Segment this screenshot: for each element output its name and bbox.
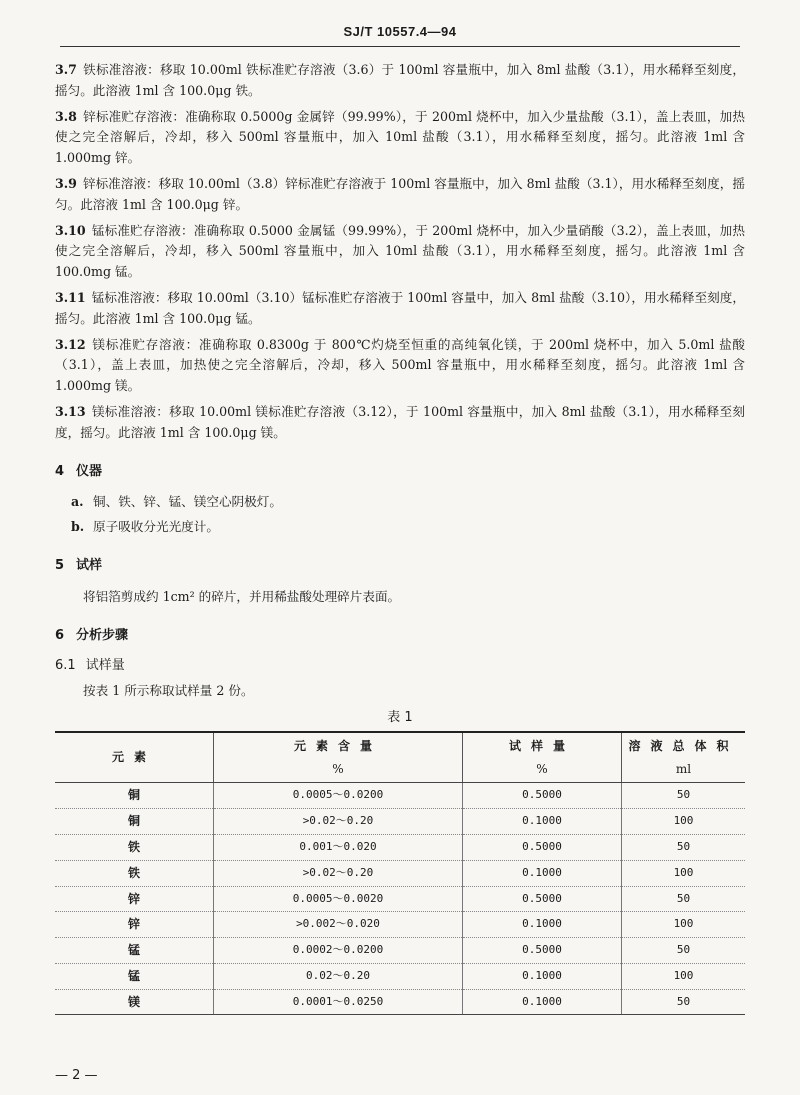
paragraph-number: 3.12 bbox=[55, 336, 86, 352]
element-cell: 锌 bbox=[55, 886, 214, 912]
paragraph-text: 铁标准溶液：移取 10.00ml 铁标准贮存溶液（3.6）于 100ml 容量瓶中，加入 8ml 盐酸（3.1），用水稀释至刻度，摇匀。此溶液 1ml 含 100.0μg 铁。 bbox=[55, 62, 745, 98]
section-title-text: 仪器 bbox=[76, 463, 103, 479]
reagent-paragraph bbox=[55, 60, 745, 102]
element-cell: 镁 bbox=[55, 989, 214, 1015]
standard-number-header: SJ/T 10557.4—94 bbox=[343, 24, 457, 39]
sample-amount-cell: 0.1000 bbox=[463, 989, 622, 1015]
subsection-number: 6.1 bbox=[55, 658, 76, 674]
content-range-cell: 0.0005～0.0200 bbox=[214, 783, 463, 809]
section-title-text: 试样 bbox=[76, 557, 103, 573]
table-row bbox=[55, 886, 745, 912]
section-4-title bbox=[55, 462, 745, 483]
item-letter: b. bbox=[71, 519, 85, 535]
reagent-paragraph bbox=[55, 335, 745, 397]
section-5-title bbox=[55, 556, 745, 577]
header-element: 元素 bbox=[55, 732, 214, 783]
paragraph-number: 3.10 bbox=[55, 222, 86, 238]
subsection-title-text: 试样量 bbox=[85, 658, 125, 674]
sample-amount-cell: 0.1000 bbox=[463, 860, 622, 886]
element-cell: 铁 bbox=[55, 834, 214, 860]
paragraph-text: 锌标准溶液：移取 10.00ml（3.8）锌标准贮存溶液于 100ml 容量瓶中，加入 8ml 盐酸（3.1），用水稀释至刻度，摇匀。此溶液 1ml 含 100.0μg 锌。 bbox=[55, 175, 745, 212]
content-range-cell: >0.002～0.020 bbox=[214, 912, 463, 938]
table-row bbox=[55, 834, 745, 860]
volume-cell: 100 bbox=[622, 963, 746, 989]
content-range-cell: 0.0005～0.0020 bbox=[214, 886, 463, 912]
paragraph-number: 3.9 bbox=[55, 175, 77, 191]
sample-amount-text: 按表 1 所示称取试样量 2 份。 bbox=[83, 683, 254, 699]
table-row bbox=[55, 989, 745, 1015]
volume-cell: 100 bbox=[622, 860, 746, 886]
header-content: 元素含量 % bbox=[214, 732, 463, 783]
element-cell: 铁 bbox=[55, 860, 214, 886]
sample-amount-table bbox=[55, 731, 745, 1016]
sample-amount-cell: 0.1000 bbox=[463, 963, 622, 989]
sample-amount-cell: 0.1000 bbox=[463, 809, 622, 835]
content-range-cell: >0.02～0.20 bbox=[214, 809, 463, 835]
table-row bbox=[55, 783, 745, 809]
sample-preparation-text: 将铝箔剪成约 1cm² 的碎片，并用稀盐酸处理碎片表面。 bbox=[83, 588, 401, 604]
volume-cell: 50 bbox=[622, 989, 746, 1015]
paragraph-text: 锰标准溶液：移取 10.00ml（3.10）锰标准贮存溶液于 100ml 容量中，加入 8ml 盐酸（3.10），用水稀释至刻度，摇匀。此溶液 1ml 含 100.0μg 锰。 bbox=[55, 289, 745, 326]
table-row bbox=[55, 963, 745, 989]
table-row bbox=[55, 912, 745, 938]
table-row bbox=[55, 938, 745, 964]
reagent-paragraphs bbox=[55, 60, 745, 444]
table-header-row bbox=[55, 732, 745, 783]
instrument-item-a bbox=[71, 492, 745, 513]
paragraph-text: 锌标准贮存溶液：准确称取 0.5000g 金属锌（99.99%），于 200ml 烧杯中，加入少量盐酸（3.1），盖上表皿，加热使之完全溶解后，冷却，移入 500ml 容量瓶中，加入 10ml 盐酸（3.1），用水稀释至刻度，摇匀。此溶液 1ml 含 1.000mg 锌。 bbox=[55, 108, 745, 166]
content-range-cell: 0.0002～0.0200 bbox=[214, 938, 463, 964]
instrument-item-b bbox=[71, 517, 745, 538]
volume-cell: 100 bbox=[622, 912, 746, 938]
table-row bbox=[55, 860, 745, 886]
paragraph-number: 3.11 bbox=[55, 289, 86, 305]
volume-cell: 50 bbox=[622, 834, 746, 860]
reagent-paragraph bbox=[55, 402, 745, 444]
paragraph-text: 镁标准溶液：移取 10.00ml 镁标准贮存溶液（3.12），于 100ml 容量瓶中，加入 8ml 盐酸（3.1），用水稀释至刻度，摇匀。此溶液 1ml 含 100.0μg 镁。 bbox=[55, 403, 745, 440]
section-number: 6 bbox=[55, 627, 65, 643]
header-total-volume: 溶液总体积 ml bbox=[622, 732, 746, 783]
element-cell: 锰 bbox=[55, 938, 214, 964]
volume-cell: 100 bbox=[622, 809, 746, 835]
table-body bbox=[55, 783, 745, 1015]
header-sample-amount: 试样量 % bbox=[463, 732, 622, 783]
header-rule bbox=[60, 46, 740, 47]
table-caption: 表 1 bbox=[387, 709, 413, 725]
paragraph-text: 镁标准贮存溶液：准确称取 0.8300g 于 800℃灼烧至恒重的高纯氧化镁，于 200ml 烧杯中，加入 5.0ml 盐酸（3.1），盖上表皿，加热使之完全溶解后，冷却，移入 500ml 容量瓶中，用水稀释至刻度，摇匀。此溶液 1ml 含 1.000mg 镁。 bbox=[55, 336, 745, 394]
section-number: 4 bbox=[55, 463, 65, 479]
volume-cell: 50 bbox=[622, 886, 746, 912]
section-title-text: 分析步骤 bbox=[76, 627, 129, 643]
content-range-cell: 0.02～0.20 bbox=[214, 963, 463, 989]
reagent-paragraph bbox=[55, 288, 745, 330]
sample-amount-cell: 0.1000 bbox=[463, 912, 622, 938]
section-number: 5 bbox=[55, 557, 65, 573]
element-cell: 锌 bbox=[55, 912, 214, 938]
content-range-cell: >0.02～0.20 bbox=[214, 860, 463, 886]
item-letter: a. bbox=[71, 494, 84, 510]
paragraph-number: 3.8 bbox=[55, 108, 77, 124]
content-range-cell: 0.001～0.020 bbox=[214, 834, 463, 860]
item-text: 铜、铁、锌、锰、镁空心阴极灯。 bbox=[93, 494, 282, 510]
section-6-title bbox=[55, 626, 745, 647]
sample-amount-cell: 0.5000 bbox=[463, 783, 622, 809]
element-cell: 铜 bbox=[55, 809, 214, 835]
paragraph-number: 3.13 bbox=[55, 403, 86, 419]
element-cell: 铜 bbox=[55, 783, 214, 809]
element-cell: 锰 bbox=[55, 963, 214, 989]
subsection-6-1-title bbox=[55, 656, 745, 677]
sample-amount-cell: 0.5000 bbox=[463, 834, 622, 860]
table-row bbox=[55, 809, 745, 835]
sample-amount-cell: 0.5000 bbox=[463, 886, 622, 912]
reagent-paragraph bbox=[55, 107, 745, 169]
reagent-paragraph bbox=[55, 174, 745, 216]
document-body bbox=[55, 60, 745, 1015]
paragraph-text: 锰标准贮存溶液：准确称取 0.5000 金属锰（99.99%），于 200ml 烧杯中，加入少量硝酸（3.2），盖上表皿，加热使之完全溶解后，冷却，移入 500ml 容量瓶中，加入 10ml 盐酸（3.1），用水稀释至刻度，摇匀。此溶液 1ml 含 100.0mg 锰。 bbox=[55, 222, 745, 280]
item-text: 原子吸收分光光度计。 bbox=[93, 519, 219, 535]
content-range-cell: 0.0001～0.0250 bbox=[214, 989, 463, 1015]
volume-cell: 50 bbox=[622, 938, 746, 964]
volume-cell: 50 bbox=[622, 783, 746, 809]
sample-amount-cell: 0.5000 bbox=[463, 938, 622, 964]
paragraph-number: 3.7 bbox=[55, 62, 77, 77]
reagent-paragraph bbox=[55, 221, 745, 283]
page-number: — 2 — bbox=[55, 1068, 98, 1083]
